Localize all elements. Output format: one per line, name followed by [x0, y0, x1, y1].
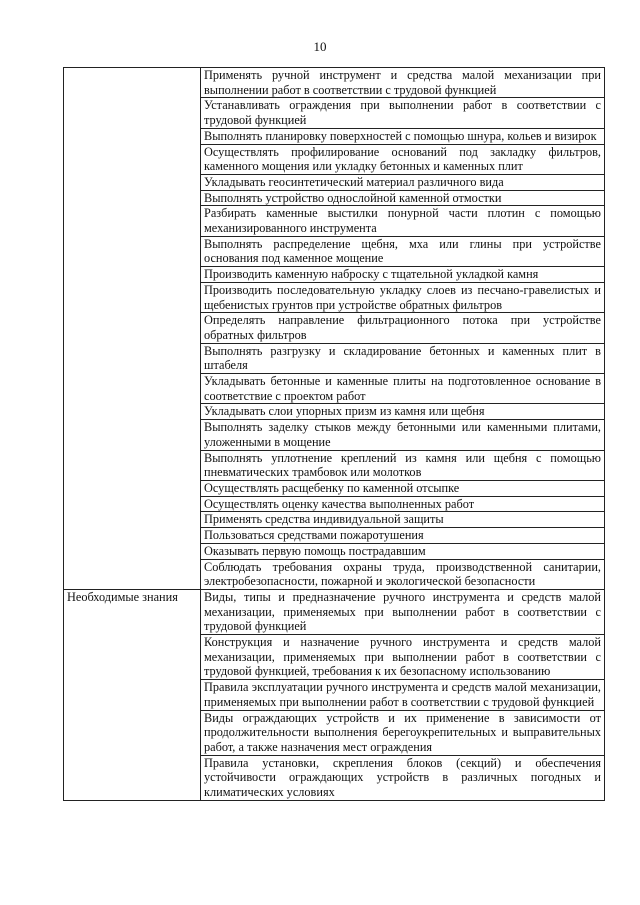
table-row: [64, 68, 605, 98]
table-cell: Осуществлять расщебенку по каменной отсыпке: [201, 480, 605, 496]
section-label-skills: [64, 68, 201, 590]
table-cell: Производить последовательную укладку слоев из песчано-гравелистых и щебенистых грунтов при устройстве обратных фильтров: [201, 282, 605, 312]
competency-table: [63, 67, 605, 801]
table-cell: Конструкция и назначение ручного инструмента и средств малой механизации, применяемых при выполнении работ в соответствии с трудовой функцией, требования к их безопасному использованию: [201, 635, 605, 680]
table-cell: Выполнять распределение щебня, мха или глины при устройстве основания под каменное мощение: [201, 236, 605, 266]
table-cell: Устанавливать ограждения при выполнении работ в соответствии с трудовой функцией: [201, 98, 605, 128]
table-cell: Укладывать слои упорных призм из камня или щебня: [201, 404, 605, 420]
table-cell: Виды ограждающих устройств и их применение в зависимости от продолжительности выполнения берегоукрепительных и выправительных работ, а также назначения мест ограждения: [201, 710, 605, 755]
table-row: [64, 589, 605, 634]
section-label-knowledge: Необходимые знания: [64, 589, 201, 800]
table-cell: Осуществлять оценку качества выполненных работ: [201, 496, 605, 512]
table-cell: Пользоваться средствами пожаротушения: [201, 528, 605, 544]
table-cell: Производить каменную наброску с тщательной укладкой камня: [201, 267, 605, 283]
table-cell: Разбирать каменные выстилки понурной части плотин с помощью механизированного инструмента: [201, 206, 605, 236]
table-cell: Определять направление фильтрационного потока при устройстве обратных фильтров: [201, 313, 605, 343]
page-number: 10: [313, 39, 327, 54]
table-cell: Выполнять планировку поверхностей с помощью шнура, кольев и визирок: [201, 128, 605, 144]
table-cell: Осуществлять профилирование оснований под закладку фильтров, каменного мощения или укладку бетонных и каменных плит: [201, 144, 605, 174]
table-cell: Укладывать геосинтетический материал различного вида: [201, 174, 605, 190]
table-cell: Правила установки, скрепления блоков (секций) и обеспечения устойчивости ограждающих устройств в различных погодных и климатических условиях: [201, 755, 605, 800]
table-cell: Правила эксплуатации ручного инструмента и средств малой механизации, применяемых при выполнении работ в соответствии с трудовой функцией: [201, 680, 605, 710]
table-cell: Выполнять разгрузку и складирование бетонных и каменных плит в штабеля: [201, 343, 605, 373]
table-cell: Соблюдать требования охраны труда, производственной санитарии, электробезопасности, пожарной и экологической безопасности: [201, 559, 605, 589]
table-cell: Оказывать первую помощь пострадавшим: [201, 543, 605, 559]
table-cell: Виды, типы и предназначение ручного инструмента и средств малой механизации, применяемых при выполнении работ в соответствии с трудовой функцией: [201, 589, 605, 634]
table-cell: Применять ручной инструмент и средства малой механизации при выполнении работ в соответствии с трудовой функцией: [201, 68, 605, 98]
table-cell: Применять средства индивидуальной защиты: [201, 512, 605, 528]
table-cell: Укладывать бетонные и каменные плиты на подготовленное основание в соответствие с проектом работ: [201, 374, 605, 404]
table-cell: Выполнять устройство однослойной каменной отмостки: [201, 190, 605, 206]
table-body: [64, 68, 605, 801]
table-cell: Выполнять заделку стыков между бетонными или каменными плитами, уложенными в мощение: [201, 420, 605, 450]
table-cell: Выполнять уплотнение креплений из камня или щебня с помощью пневматических трамбовок или молотков: [201, 450, 605, 480]
